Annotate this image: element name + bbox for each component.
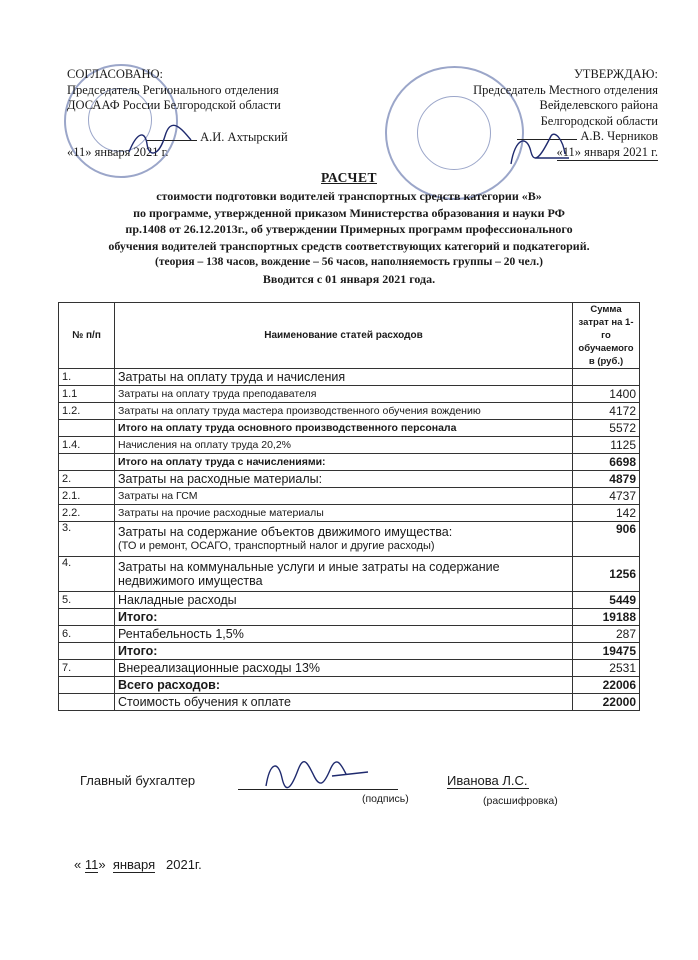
accountant-role: Главный бухгалтер — [80, 773, 196, 788]
row-num: 1. — [59, 369, 115, 386]
table-row — [59, 626, 640, 643]
row-name: Затраты на коммунальные услуги и иные затраты на содержание недвижимого имущества — [115, 557, 573, 592]
subtitle-line: пр.1408 от 26.12.2013г., об утверждении Примерных программ профессионального — [125, 222, 573, 236]
row-name: Стоимость обучения к оплате — [115, 694, 573, 711]
approve-position-line3: Белгородской области — [540, 113, 658, 128]
subtitle-line: обучения водителей транспортных средств соответствующих категорий и подкатегорий. — [108, 238, 590, 253]
table-row — [59, 437, 640, 454]
row-value: 1256 — [573, 557, 640, 592]
table-row — [59, 403, 640, 420]
row-value: 1125 — [573, 437, 640, 454]
signature-left — [125, 122, 195, 162]
row-value: 5572 — [573, 420, 640, 437]
table-row — [59, 677, 640, 694]
caption-decode: (расшифровка) — [483, 795, 558, 807]
row-value: 4172 — [573, 403, 640, 420]
row-name: Затраты на оплату труда и начисления — [115, 369, 573, 386]
date-year: 2021г. — [166, 857, 202, 872]
header-num: № п/п — [59, 303, 115, 369]
approval-signer: А.И. Ахтырский — [200, 129, 288, 144]
row-value: 906 — [573, 522, 640, 557]
row-num: 1.4. — [59, 437, 115, 454]
table-row — [59, 488, 640, 505]
row-num: 5. — [59, 592, 115, 609]
row-name: Внереализационные расходы 13% — [115, 660, 573, 677]
row-value: 142 — [573, 505, 640, 522]
caption-signature: (подпись) — [362, 793, 409, 805]
row-name: Затраты на ГСМ — [115, 488, 573, 505]
row-num — [59, 454, 115, 471]
row-value: 6698 — [573, 454, 640, 471]
signature-accountant — [262, 756, 372, 792]
table-row — [59, 643, 640, 660]
table-row — [59, 386, 640, 403]
approve-signer: А.В. Черников — [580, 129, 658, 143]
approval-label: СОГЛАСОВАНО: — [67, 67, 164, 81]
row-value: 19475 — [573, 643, 640, 660]
row-name: Накладные расходы — [115, 592, 573, 609]
table-row — [59, 369, 640, 386]
row-name: Затраты на прочие расходные материалы — [115, 505, 573, 522]
row-num: 2.1. — [59, 488, 115, 505]
document-title: РАСЧЕТ — [321, 170, 377, 185]
header-name: Наименование статей расходов — [115, 303, 573, 369]
table-row — [59, 522, 640, 557]
approval-date: «11» января 2021 г. — [67, 145, 169, 159]
cost-table — [58, 302, 640, 711]
row-num: 2. — [59, 471, 115, 488]
row-value: 287 — [573, 626, 640, 643]
signature-right — [505, 128, 575, 173]
row-name: Затраты на оплату труда мастера производственного обучения вождению — [115, 403, 573, 420]
table-row — [59, 694, 640, 711]
row-value: 22000 — [573, 694, 640, 711]
row-name: Всего расходов: — [115, 677, 573, 694]
table-row — [59, 454, 640, 471]
approve-label: УТВЕРЖДАЮ: — [573, 67, 658, 81]
table-row — [59, 505, 640, 522]
approval-position-line2: ДОСААФ России Белгородской области — [67, 98, 281, 112]
row-num: 7. — [59, 660, 115, 677]
row-note: (ТО и ремонт, ОСАГО, транспортный налог и другие расходы) — [118, 540, 435, 552]
row-num: 1.1 — [59, 386, 115, 403]
approval-block-left — [67, 67, 327, 161]
row-value: 1400 — [573, 386, 640, 403]
row-num — [59, 609, 115, 626]
row-name: Рентабельность 1,5% — [115, 626, 573, 643]
row-name: Итого на оплату труда с начислениями: — [115, 454, 573, 471]
row-name: Итого: — [115, 609, 573, 626]
approve-date: «11» января 2021 г. — [557, 145, 658, 162]
row-name: Начисления на оплату труда 20,2% — [115, 437, 573, 454]
row-value: 4879 — [573, 471, 640, 488]
subtitle-line: (теория – 138 часов, вождение – 56 часов, наполняемость группы – 20 чел.) — [155, 256, 543, 268]
subtitle-line: стоимости подготовки водителей транспортных средств категории «В» — [156, 189, 542, 203]
row-num: 2.2. — [59, 505, 115, 522]
row-value: 22006 — [573, 677, 640, 694]
approve-position-line2: Вейделевского района — [539, 98, 658, 112]
row-name: Затраты на расходные материалы: — [115, 471, 573, 488]
row-value: 19188 — [573, 609, 640, 626]
row-num: 4. — [59, 557, 115, 592]
table-row — [59, 609, 640, 626]
row-name: Итого на оплату труда основного производственного персонала — [115, 420, 573, 437]
row-name: Затраты на оплату труда преподавателя — [115, 386, 573, 403]
row-value: 2531 — [573, 660, 640, 677]
table-row — [59, 660, 640, 677]
row-name: Итого: — [115, 643, 573, 660]
accountant-name: Иванова Л.С. — [447, 773, 528, 788]
row-num: 6. — [59, 626, 115, 643]
subtitle-line: Вводится с 01 января 2021 года. — [262, 271, 436, 286]
row-value — [573, 369, 640, 386]
row-value: 4737 — [573, 488, 640, 505]
table-row — [59, 420, 640, 437]
subtitle-line: по программе, утвержденной приказом Министерства образования и науки РФ — [133, 205, 565, 220]
approve-position-line1: Председатель Местного отделения — [473, 82, 658, 97]
table-row — [59, 557, 640, 592]
document-subtitle — [20, 188, 678, 287]
date-month: января — [112, 857, 156, 872]
row-value: 5449 — [573, 592, 640, 609]
row-num: 1.2. — [59, 403, 115, 420]
table-row — [59, 471, 640, 488]
footer-date: « 11» января 2021г. — [74, 857, 202, 872]
row-num — [59, 677, 115, 694]
row-name: Затраты на содержание объектов движимого имущества: — [118, 525, 453, 539]
row-num — [59, 694, 115, 711]
approval-position-line1: Председатель Регионального отделения — [67, 82, 279, 97]
row-num: 3. — [59, 522, 115, 557]
date-day: 11 — [84, 857, 99, 872]
row-name-multiline — [115, 522, 573, 557]
row-num — [59, 420, 115, 437]
header-sum: Сумма затрат на 1-го обучаемого в (руб.) — [573, 303, 640, 369]
table-row — [59, 592, 640, 609]
row-num — [59, 643, 115, 660]
